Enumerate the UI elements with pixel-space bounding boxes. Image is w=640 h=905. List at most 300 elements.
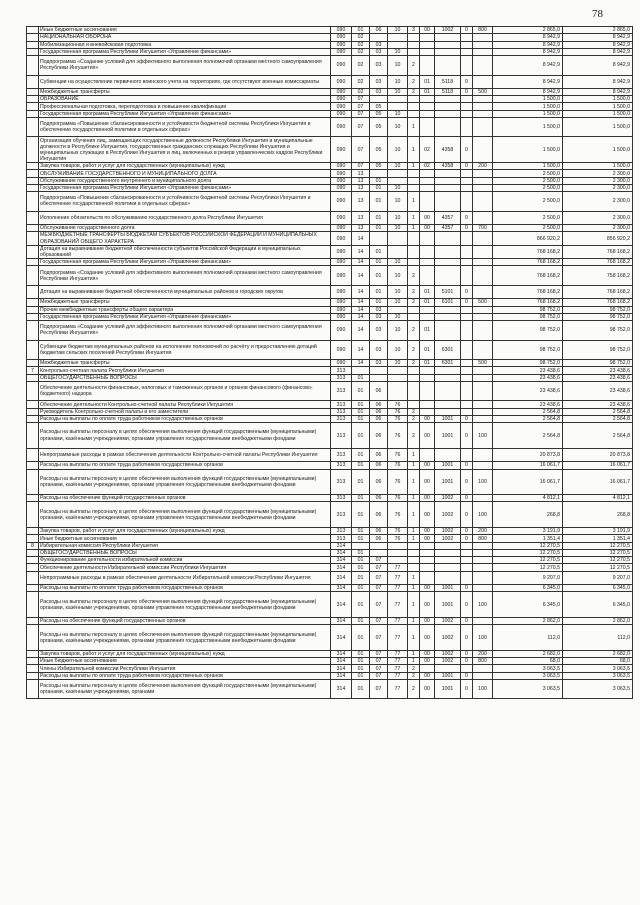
table-row xyxy=(27,192,633,212)
expense-type-code xyxy=(473,557,493,564)
amount-year-2: 2 564,8 xyxy=(563,415,633,422)
table-row xyxy=(27,528,633,535)
amount-year-2: 2 300,0 xyxy=(563,184,633,191)
program-code: 10 xyxy=(388,299,408,306)
extra-code: 0 xyxy=(461,462,473,469)
subprogram-code xyxy=(408,110,420,117)
ministry-code: 090 xyxy=(331,41,352,48)
section-code: 13 xyxy=(352,184,370,191)
ministry-code: 314 xyxy=(331,618,352,625)
activity-code xyxy=(420,557,435,564)
amount-year-1: 68,0 xyxy=(493,658,563,665)
subsection-code xyxy=(370,34,388,41)
table-row xyxy=(27,170,633,177)
amount-year-1: 98 752,0 xyxy=(493,313,563,320)
row-name: Профессиональная подготовка, переподготовка и повышение квалификации xyxy=(39,103,331,110)
row-index xyxy=(27,549,39,556)
extra-code: 0 xyxy=(461,672,473,679)
subprogram-code: 2 xyxy=(408,321,420,341)
row-name: Закупка товаров, работ и услуг для государственных (муниципальных) нужд xyxy=(39,650,331,657)
direction-code xyxy=(435,56,461,76)
amount-year-2: 20 873,8 xyxy=(563,448,633,461)
expense-type-code xyxy=(473,96,493,103)
activity-code xyxy=(420,117,435,137)
amount-year-2: 2 564,8 xyxy=(563,423,633,449)
subsection-code: 06 xyxy=(370,462,388,469)
activity-code: 00 xyxy=(420,679,435,699)
amount-year-1: 1 500,0 xyxy=(493,117,563,137)
subprogram-code: 2 xyxy=(408,266,420,286)
amount-year-1: 2 500,0 xyxy=(493,211,563,224)
section-code: 01 xyxy=(352,592,370,618)
ministry-code: 090 xyxy=(331,340,352,360)
row-index xyxy=(27,75,39,88)
expense-type-code xyxy=(473,374,493,381)
extra-code: 0 xyxy=(461,299,473,306)
section-code: 07 xyxy=(352,163,370,170)
row-index xyxy=(27,360,39,367)
row-index xyxy=(27,672,39,679)
row-name: Исполнение обязательств по обслуживанию государственного долга Республики Ингушетия xyxy=(39,211,331,224)
activity-code xyxy=(420,48,435,55)
amount-year-2: 1 500,0 xyxy=(563,96,633,103)
amount-year-1: 1 351,4 xyxy=(493,535,563,542)
subprogram-code xyxy=(408,48,420,55)
row-name: Обеспечение деятельности финансовых, налоговых и таможенных органов и органов финансового (финансово-бюджетного) надзора xyxy=(39,381,331,401)
table-row xyxy=(27,313,633,320)
extra-code: 0 xyxy=(461,502,473,528)
row-index xyxy=(27,585,39,592)
direction-code xyxy=(435,401,461,408)
subprogram-code: 2 xyxy=(408,423,420,449)
expense-type-code: 200 xyxy=(473,528,493,535)
section-code: 01 xyxy=(352,502,370,528)
expense-type-code xyxy=(473,564,493,571)
table-row xyxy=(27,48,633,55)
subsection-code: 07 xyxy=(370,557,388,564)
row-name: Расходы на обеспечение функций государственных органов xyxy=(39,495,331,502)
program-code: 10 xyxy=(388,75,408,88)
ministry-code: 314 xyxy=(331,564,352,571)
ministry-code: 090 xyxy=(331,266,352,286)
section-code: 07 xyxy=(352,117,370,137)
expense-type-code xyxy=(473,401,493,408)
subsection-code xyxy=(370,367,388,374)
amount-year-1: 768 168,2 xyxy=(493,285,563,298)
extra-code xyxy=(461,259,473,266)
row-name: Члены Избирательной комиссии Республики Ингушетия xyxy=(39,665,331,672)
direction-code: 6301 xyxy=(435,340,461,360)
subprogram-code: 2 xyxy=(408,415,420,422)
program-code xyxy=(388,381,408,401)
table-row xyxy=(27,502,633,528)
subsection-code: 07 xyxy=(370,618,388,625)
subprogram-code: 2 xyxy=(408,285,420,298)
table-row xyxy=(27,658,633,665)
row-index: 7 xyxy=(27,367,39,374)
row-index xyxy=(27,41,39,48)
table-row xyxy=(27,34,633,41)
subprogram-code xyxy=(408,34,420,41)
row-name: Расходы на выплаты по оплате труда работников государственных органов xyxy=(39,585,331,592)
row-index xyxy=(27,27,39,34)
direction-code xyxy=(435,103,461,110)
amount-year-1: 2 500,0 xyxy=(493,170,563,177)
program-code: 10 xyxy=(388,117,408,137)
row-name: Расходы на выплаты персоналу в целях обеспечения выполнения функций государственными (муниципальными) органами, казёнными учреждениями, органами xyxy=(39,679,331,699)
amount-year-1: 8 942,9 xyxy=(493,48,563,55)
activity-code: 00 xyxy=(420,415,435,422)
row-name: Избирательная комиссия Республики Ингушетия xyxy=(39,542,331,549)
row-index xyxy=(27,88,39,95)
amount-year-2: 768 168,2 xyxy=(563,299,633,306)
amount-year-1: 268,8 xyxy=(493,502,563,528)
subprogram-code xyxy=(408,557,420,564)
row-index xyxy=(27,313,39,320)
amount-year-2: 268,8 xyxy=(563,502,633,528)
amount-year-1: 1 500,0 xyxy=(493,163,563,170)
subsection-code: 07 xyxy=(370,650,388,657)
amount-year-2: 768 168,2 xyxy=(563,245,633,258)
row-name: Дотация на выравнивание бюджетной обеспеченности субъектов Российской Федерации и муниципальных образований xyxy=(39,245,331,258)
row-name: Подпрограмма «Повышение сбалансированности и устойчивости бюджетной системы Республики Ингушетия и обеспечение государственной политики в отдельных сферах» xyxy=(39,192,331,212)
row-name: Расходы на выплаты персоналу в целях обеспечения выполнения функций государственными (муниципальными) органами, казёнными учреждениями, органами управления государственными внебюджетными фондами xyxy=(39,423,331,449)
subprogram-code: 2 xyxy=(408,679,420,699)
ministry-code: 314 xyxy=(331,625,352,651)
ministry-code: 090 xyxy=(331,360,352,367)
subprogram-code: 2 xyxy=(408,75,420,88)
extra-code: 0 xyxy=(461,415,473,422)
subsection-code: 06 xyxy=(370,495,388,502)
extra-code: 0 xyxy=(461,535,473,542)
row-name: Непрограммные расходы в рамках обеспечения деятельности Контрольно-счетной палаты Республики Ингушетия xyxy=(39,448,331,461)
amount-year-2: 16 061,7 xyxy=(563,462,633,469)
activity-code xyxy=(420,192,435,212)
activity-code: 00 xyxy=(420,658,435,665)
direction-code: 1002 xyxy=(435,27,461,34)
subsection-code: 01 xyxy=(370,266,388,286)
row-index xyxy=(27,266,39,286)
expense-type-code xyxy=(473,211,493,224)
amount-year-2: 23 438,6 xyxy=(563,374,633,381)
amount-year-2: 23 438,6 xyxy=(563,367,633,374)
table-row xyxy=(27,321,633,341)
amount-year-2: 8 942,9 xyxy=(563,56,633,76)
row-index xyxy=(27,117,39,137)
amount-year-1: 2 500,0 xyxy=(493,192,563,212)
activity-code xyxy=(420,367,435,374)
subprogram-code: 1 xyxy=(408,571,420,584)
amount-year-1: 16 061,7 xyxy=(493,462,563,469)
subprogram-code: 1 xyxy=(408,658,420,665)
section-code: 02 xyxy=(352,88,370,95)
activity-code: 00 xyxy=(420,528,435,535)
amount-year-2: 8 942,9 xyxy=(563,34,633,41)
section-code: 01 xyxy=(352,650,370,657)
program-code: 10 xyxy=(388,340,408,360)
amount-year-1: 12 270,5 xyxy=(493,549,563,556)
section-code: 01 xyxy=(352,462,370,469)
activity-code: 01 xyxy=(420,340,435,360)
subsection-code: 07 xyxy=(370,571,388,584)
subprogram-code: 2 xyxy=(408,665,420,672)
row-name: МЕЖБЮДЖЕТНЫЕ ТРАНСФЕРТЫ БЮДЖЕТАМ СУБЪЕКТОВ РОССИЙСКОЙ ФЕДЕРАЦИИ И МУНИЦИПАЛЬНЫХ ОБРАЗОВАНИЙ ОБЩЕГО ХАРАКТЕРА xyxy=(39,232,331,245)
extra-code xyxy=(461,232,473,245)
section-code: 01 xyxy=(352,469,370,495)
extra-code xyxy=(461,96,473,103)
section-code: 14 xyxy=(352,232,370,245)
extra-code: 0 xyxy=(461,650,473,657)
activity-code xyxy=(420,103,435,110)
amount-year-1: 2 500,0 xyxy=(493,184,563,191)
activity-code: 00 xyxy=(420,535,435,542)
amount-year-1: 2 500,0 xyxy=(493,225,563,232)
row-name: Контрольно-счетная палата Республики Ингушетия xyxy=(39,367,331,374)
activity-code xyxy=(420,110,435,117)
row-index xyxy=(27,34,39,41)
row-name: Закупка товаров, работ и услуг для государственных (муниципальных) нужд xyxy=(39,163,331,170)
program-code: 10 xyxy=(388,313,408,320)
subprogram-code: 1 xyxy=(408,192,420,212)
section-code: 01 xyxy=(352,528,370,535)
row-name: Межбюджетные трансферты xyxy=(39,360,331,367)
extra-code xyxy=(461,41,473,48)
expense-type-code xyxy=(473,184,493,191)
ministry-code: 313 xyxy=(331,462,352,469)
table-row xyxy=(27,299,633,306)
extra-code xyxy=(461,321,473,341)
program-code: 10 xyxy=(388,48,408,55)
ministry-code: 090 xyxy=(331,211,352,224)
row-name: Государственная программа Республики Ингушетия «Управление финансами» xyxy=(39,184,331,191)
subsection-code: 03 xyxy=(370,360,388,367)
extra-code: 0 xyxy=(461,285,473,298)
row-name: Непрограммные расходы в рамках обеспечения деятельности Избирательной комиссии Республики Ингушетия xyxy=(39,571,331,584)
expense-type-code xyxy=(473,266,493,286)
amount-year-2: 856 920,2 xyxy=(563,232,633,245)
direction-code xyxy=(435,381,461,401)
amount-year-2: 3 063,5 xyxy=(563,665,633,672)
row-name: Межбюджетные трансферты xyxy=(39,299,331,306)
subprogram-code: 2 xyxy=(408,88,420,95)
subprogram-code xyxy=(408,259,420,266)
row-index xyxy=(27,232,39,245)
activity-code xyxy=(420,448,435,461)
subprogram-code xyxy=(408,367,420,374)
table-row xyxy=(27,360,633,367)
activity-code: 00 xyxy=(420,592,435,618)
amount-year-2: 2 300,0 xyxy=(563,170,633,177)
subprogram-code xyxy=(408,103,420,110)
subprogram-code xyxy=(408,564,420,571)
row-index xyxy=(27,306,39,313)
amount-year-1: 112,0 xyxy=(493,625,563,651)
row-index xyxy=(27,137,39,163)
row-index xyxy=(27,528,39,535)
expense-type-code xyxy=(473,170,493,177)
amount-year-1: 768 168,2 xyxy=(493,259,563,266)
amount-year-1: 8 942,9 xyxy=(493,88,563,95)
subsection-code: 05 xyxy=(370,163,388,170)
amount-year-2: 2 300,0 xyxy=(563,211,633,224)
ministry-code: 090 xyxy=(331,245,352,258)
expense-type-code xyxy=(473,542,493,549)
section-code: 14 xyxy=(352,259,370,266)
row-name: Подпрограмма «Повышение сбалансированности и устойчивости бюджетной системы Республики Ингушетия и обеспечение государственной политики в отдельных сферах» xyxy=(39,117,331,137)
subsection-code: 06 xyxy=(370,27,388,34)
expense-type-code: 100 xyxy=(473,502,493,528)
direction-code: 1002 xyxy=(435,650,461,657)
row-name: Иные бюджетные ассигнования xyxy=(39,658,331,665)
activity-code xyxy=(420,571,435,584)
subsection-code: 01 xyxy=(370,285,388,298)
amount-year-2: 112,0 xyxy=(563,625,633,651)
row-name: Государственная программа Республики Ингушетия «Управление финансами» xyxy=(39,110,331,117)
subsection-code: 03 xyxy=(370,88,388,95)
extra-code xyxy=(461,117,473,137)
extra-code: 0 xyxy=(461,469,473,495)
direction-code: 4357 xyxy=(435,211,461,224)
amount-year-1: 12 270,5 xyxy=(493,564,563,571)
expense-type-code: 100 xyxy=(473,625,493,651)
expense-type-code xyxy=(473,340,493,360)
extra-code: 0 xyxy=(461,658,473,665)
direction-code: 1002 xyxy=(435,528,461,535)
row-index xyxy=(27,56,39,76)
program-code: 77 xyxy=(388,618,408,625)
program-code: 76 xyxy=(388,495,408,502)
section-code: 13 xyxy=(352,225,370,232)
direction-code: 1002 xyxy=(435,625,461,651)
ministry-code: 314 xyxy=(331,557,352,564)
section-code: 01 xyxy=(352,495,370,502)
direction-code: 1001 xyxy=(435,672,461,679)
expense-type-code xyxy=(473,137,493,163)
ministry-code: 090 xyxy=(331,225,352,232)
amount-year-1: 6 345,0 xyxy=(493,585,563,592)
direction-code xyxy=(435,34,461,41)
expense-type-code xyxy=(473,177,493,184)
amount-year-1: 1 500,0 xyxy=(493,110,563,117)
amount-year-1: 2 564,8 xyxy=(493,423,563,449)
extra-code: 0 xyxy=(461,495,473,502)
program-code: 10 xyxy=(388,56,408,76)
activity-code: 02 xyxy=(420,163,435,170)
direction-code: 6301 xyxy=(435,360,461,367)
expense-type-code xyxy=(473,367,493,374)
ministry-code: 090 xyxy=(331,184,352,191)
row-index xyxy=(27,381,39,401)
direction-code: 1002 xyxy=(435,495,461,502)
row-index xyxy=(27,96,39,103)
direction-code: 1001 xyxy=(435,585,461,592)
amount-year-1: 2 682,0 xyxy=(493,650,563,657)
program-code: 10 xyxy=(388,259,408,266)
program-code xyxy=(388,177,408,184)
subsection-code: 01 xyxy=(370,177,388,184)
subprogram-code: 2 xyxy=(408,56,420,76)
activity-code xyxy=(420,56,435,76)
activity-code: 01 xyxy=(420,75,435,88)
expense-type-code xyxy=(473,259,493,266)
row-index xyxy=(27,401,39,408)
activity-code xyxy=(420,542,435,549)
program-code: 76 xyxy=(388,502,408,528)
activity-code xyxy=(420,374,435,381)
expense-type-code: 800 xyxy=(473,535,493,542)
amount-year-1: 98 752,0 xyxy=(493,306,563,313)
section-code: 14 xyxy=(352,285,370,298)
extra-code: 0 xyxy=(461,88,473,95)
ministry-code: 090 xyxy=(331,34,352,41)
extra-code xyxy=(461,306,473,313)
program-code: 77 xyxy=(388,564,408,571)
direction-code xyxy=(435,245,461,258)
amount-year-2: 23 438,6 xyxy=(563,381,633,401)
expense-type-code xyxy=(473,245,493,258)
activity-code xyxy=(420,41,435,48)
expense-type-code xyxy=(473,41,493,48)
direction-code xyxy=(435,192,461,212)
amount-year-2: 1 500,0 xyxy=(563,117,633,137)
extra-code: 0 xyxy=(461,211,473,224)
row-name: Расходы на выплаты по оплате труда работников государственных органов xyxy=(39,462,331,469)
subsection-code: 06 xyxy=(370,381,388,401)
table-row xyxy=(27,535,633,542)
subprogram-code xyxy=(408,306,420,313)
expense-type-code xyxy=(473,232,493,245)
program-code: 76 xyxy=(388,423,408,449)
expense-type-code xyxy=(473,665,493,672)
section-code: 14 xyxy=(352,266,370,286)
extra-code xyxy=(461,103,473,110)
direction-code: 1002 xyxy=(435,535,461,542)
amount-year-2: 768 168,2 xyxy=(563,285,633,298)
program-code: 10 xyxy=(388,184,408,191)
extra-code xyxy=(461,374,473,381)
program-code xyxy=(388,374,408,381)
table-row xyxy=(27,211,633,224)
ministry-code: 313 xyxy=(331,469,352,495)
activity-code xyxy=(420,381,435,401)
row-name: Субвенции на осуществление первичного воинского учета на территориях, где отсутствуют военные комиссариаты xyxy=(39,75,331,88)
direction-code: 1001 xyxy=(435,423,461,449)
amount-year-1: 2 564,8 xyxy=(493,415,563,422)
row-index xyxy=(27,665,39,672)
ministry-code: 313 xyxy=(331,367,352,374)
subsection-code: 01 xyxy=(370,192,388,212)
direction-code xyxy=(435,321,461,341)
row-name: НАЦИОНАЛЬНАЯ ОБОРОНА xyxy=(39,34,331,41)
row-name: Руководитель Контрольно-счетной палаты и его заместители xyxy=(39,408,331,415)
subsection-code: 06 xyxy=(370,448,388,461)
row-index xyxy=(27,184,39,191)
expense-type-code xyxy=(473,285,493,298)
subprogram-code: 1 xyxy=(408,625,420,651)
amount-year-1: 2 564,8 xyxy=(493,408,563,415)
row-index xyxy=(27,469,39,495)
ministry-code: 090 xyxy=(331,170,352,177)
subprogram-code xyxy=(408,245,420,258)
direction-code xyxy=(435,177,461,184)
ministry-code: 313 xyxy=(331,495,352,502)
program-code: 10 xyxy=(388,27,408,34)
section-code: 13 xyxy=(352,211,370,224)
ministry-code: 090 xyxy=(331,117,352,137)
amount-year-2: 1 500,0 xyxy=(563,163,633,170)
amount-year-1: 8 942,9 xyxy=(493,41,563,48)
row-index xyxy=(27,285,39,298)
